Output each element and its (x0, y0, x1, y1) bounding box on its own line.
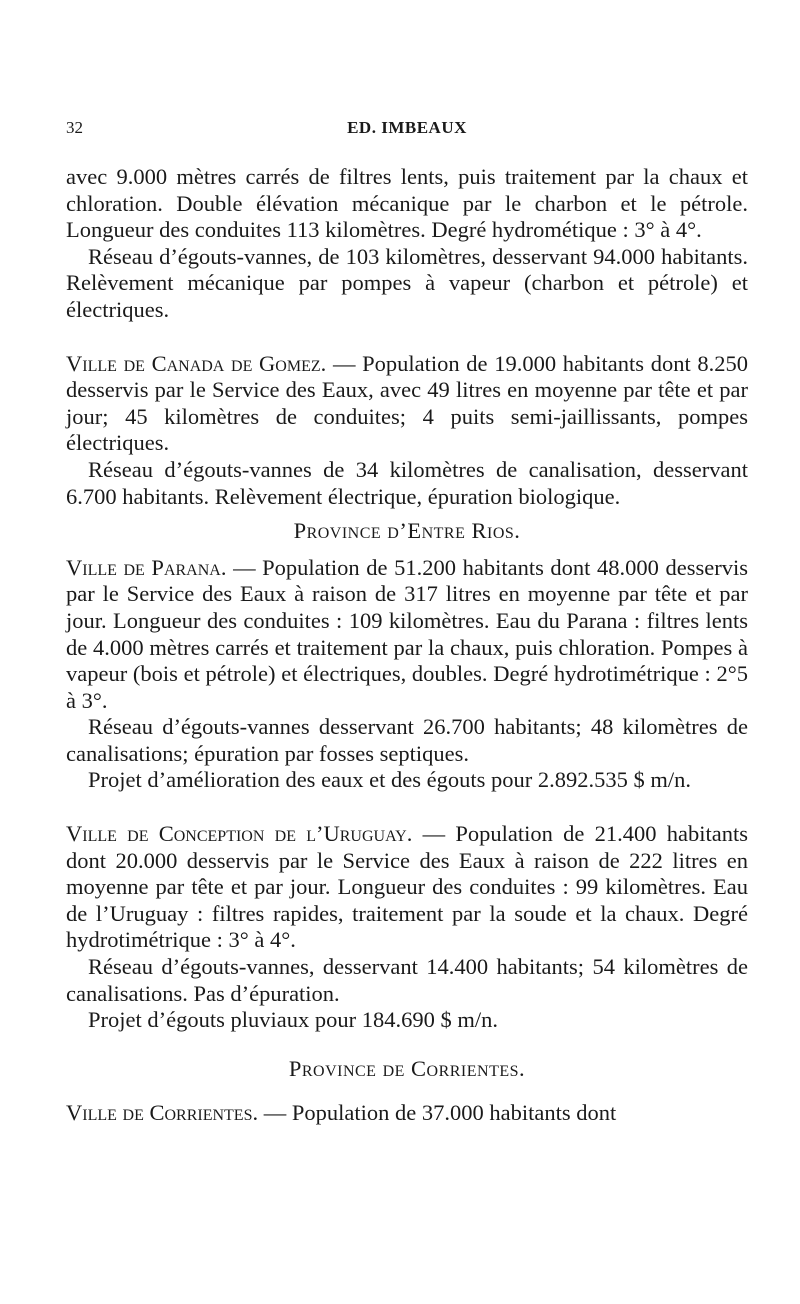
section-heading-entre-rios: Province d’Entre Rios. (293, 518, 521, 544)
town-name-canada-de-gomez: Ville de Canada de Gomez. (66, 350, 327, 376)
paragraph-conception-sewer: Réseau d’égouts-vannes, desservant 14.400 habitants; 54 kilomètres de canalisations. Pas d’épuration. (66, 954, 748, 1006)
entry-conception-uruguay-text: — Population de 21.400 habitants dont 20.000 desservis par le Service des Eaux à raison de 222 litres en moyenne par tête et par jour. Longueur des conduites : 99 kilomètres. Eau de l’Uruguay : filtres rapides, traitement par la soude et la chaux. Degré hydrotimétrique : 3° à 4°. (66, 821, 748, 953)
page-number: 32 (66, 118, 83, 137)
paragraph-conception-project: Projet d’égouts pluviaux pour 184.690 $ m/n. (88, 1007, 498, 1033)
entry-canada-de-gomez (66, 351, 748, 457)
body-text (66, 164, 748, 1127)
entry-conception-uruguay (66, 821, 748, 954)
town-name-corrientes: Ville de Corrientes. (66, 1100, 259, 1126)
entry-corrientes (66, 1100, 748, 1127)
entry-parana (66, 555, 748, 715)
section-heading-corrientes: Province de Corrientes. (288, 1055, 526, 1081)
page (66, 118, 748, 1127)
entry-canada-de-gomez-text: — Population de 19.000 habitants dont 8.250 desservis par le Service des Eaux, avec 49 litres en moyenne par tête et par jour; 45 kilomètres de conduites; 4 puits semi-jaillissants, pompes électriques. (66, 350, 748, 456)
entry-parana-text: — Population de 51.200 habitants dont 48.000 desservis par le Service des Eaux à raison de 317 litres en moyenne par tête et par jour. Longueur des conduites : 109 kilomètres. Eau du Parana : filtres lents de 4.000 mètres carrés et traitement par la chaux, puis chloration. Pompes à vapeur (bois et pétrole) et électriques, doubles. Degré hydrotimétrique : 2°5 à 3°. (66, 554, 748, 713)
paragraph-parana-sewer: Réseau d’égouts-vannes desservant 26.700 habitants; 48 kilomètres de canalisations; épuration par fosses septiques. (66, 714, 748, 766)
paragraph-sewer-network: Réseau d’égouts-vannes, de 103 kilomètres, desservant 94.000 habitants. Relèvement mécanique par pompes à vapeur (charbon et pétrole) et électriques. (66, 243, 748, 322)
entry-corrientes-text: — Population de 37.000 habitants dont (258, 1100, 617, 1126)
town-name-conception-uruguay: Ville de Conception de l’Uruguay. (66, 821, 413, 847)
running-head (66, 118, 748, 144)
town-name-parana: Ville de Parana. (66, 554, 227, 580)
paragraph-canada-sewer: Réseau d’égouts-vannes de 34 kilomètres de canalisation, desservant 6.700 habitants. Relèvement électrique, épuration biologique. (66, 456, 748, 509)
paragraph-parana-project: Projet d’amélioration des eaux et des égouts pour 2.892.535 $ m/n. (88, 767, 692, 793)
running-title: ED. IMBEAUX (347, 118, 467, 137)
paragraph-filtration: avec 9.000 mètres carrés de filtres lents, puis traitement par la chaux et chloration. Double élévation mécanique par le charbon et le pétrole. Longueur des conduites 113 kilomètres. Degré hydrométique : 3° à 4°. (66, 164, 748, 243)
